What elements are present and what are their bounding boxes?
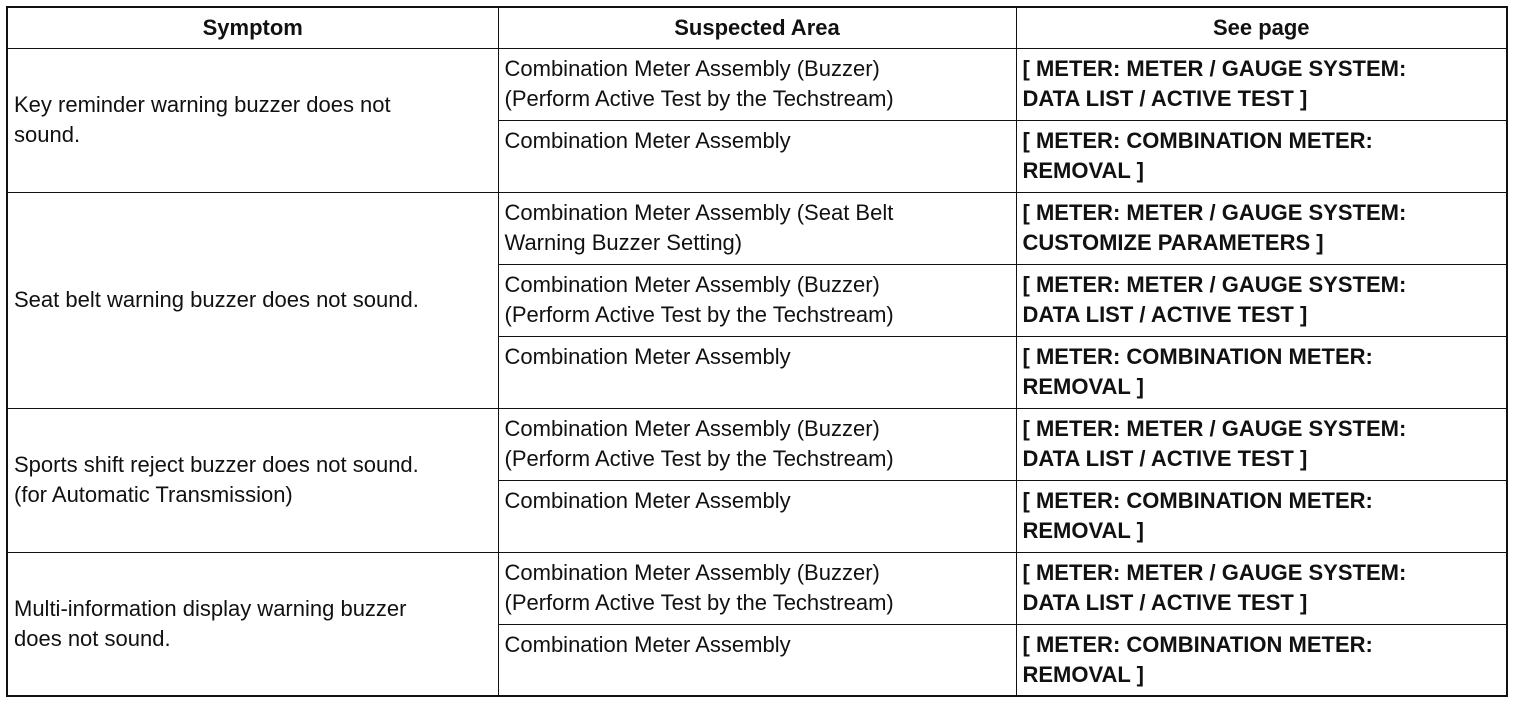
suspected-area-cell [498,408,1016,480]
header-see-page: See page [1016,7,1507,48]
table-row [7,552,1507,624]
see-page-cell [1016,336,1507,408]
area-line: Combination Meter Assembly [504,127,791,153]
page-reference-line: [ METER: COMBINATION METER: [1022,487,1373,513]
suspected-area-cell [498,264,1016,336]
table-row [7,192,1507,264]
symptom-line: does not sound. [14,625,171,651]
table-row [7,408,1507,480]
page-reference-line: [ METER: METER / GAUGE SYSTEM: [1022,271,1407,297]
page-reference-line: [ METER: METER / GAUGE SYSTEM: [1022,415,1407,441]
area-line: Combination Meter Assembly (Buzzer) [504,271,880,297]
see-page-cell [1016,120,1507,192]
area-line: Combination Meter Assembly (Seat Belt [504,199,894,225]
see-page-cell [1016,192,1507,264]
page-reference-line: [ METER: METER / GAUGE SYSTEM: [1022,559,1407,585]
problem-symptoms-table [6,6,1508,697]
page-reference-line: [ METER: METER / GAUGE SYSTEM: [1022,55,1407,81]
suspected-area-cell [498,624,1016,696]
symptom-cell [7,192,498,408]
symptom-line: Multi-information display warning buzzer [14,595,407,621]
page-reference-line: DATA LIST / ACTIVE TEST ] [1022,301,1308,327]
page-reference-line: DATA LIST / ACTIVE TEST ] [1022,85,1308,111]
area-line: Combination Meter Assembly (Buzzer) [504,55,880,81]
page-reference-line: REMOVAL ] [1022,661,1144,687]
area-line: (Perform Active Test by the Techstream) [504,589,894,615]
area-line: Warning Buzzer Setting) [504,229,743,255]
page-reference-line: [ METER: COMBINATION METER: [1022,631,1373,657]
table-row [7,48,1507,120]
symptom-cell [7,48,498,192]
see-page-cell [1016,624,1507,696]
see-page-cell [1016,552,1507,624]
area-line: Combination Meter Assembly [504,631,791,657]
symptom-line: Key reminder warning buzzer does not [14,92,391,117]
suspected-area-cell [498,480,1016,552]
page-reference-line: [ METER: COMBINATION METER: [1022,343,1373,369]
area-line: (Perform Active Test by the Techstream) [504,301,894,327]
area-line: Combination Meter Assembly (Buzzer) [504,415,880,441]
area-line: Combination Meter Assembly [504,343,791,369]
area-line: (Perform Active Test by the Techstream) [504,445,894,471]
header-suspected-area: Suspected Area [498,7,1016,48]
symptom-line: sound. [14,122,81,147]
suspected-area-cell [498,336,1016,408]
symptom-line: (for Automatic Transmission) [14,482,293,507]
symptom-line: Seat belt warning buzzer does not sound. [14,287,419,312]
page-reference-line: REMOVAL ] [1022,517,1144,543]
suspected-area-cell [498,120,1016,192]
page-reference-line: CUSTOMIZE PARAMETERS ] [1022,229,1324,255]
symptom-cell [7,552,498,696]
area-line: Combination Meter Assembly (Buzzer) [504,559,880,585]
page-reference-line: REMOVAL ] [1022,373,1144,399]
suspected-area-cell [498,192,1016,264]
area-line: (Perform Active Test by the Techstream) [504,85,894,111]
page-reference-line: DATA LIST / ACTIVE TEST ] [1022,589,1308,615]
header-row [7,7,1507,48]
symptom-line: Sports shift reject buzzer does not sound. [14,452,419,477]
page-reference-line: [ METER: COMBINATION METER: [1022,127,1373,153]
page-reference-line: [ METER: METER / GAUGE SYSTEM: [1022,199,1407,225]
area-line: Combination Meter Assembly [504,487,791,513]
see-page-cell [1016,264,1507,336]
page-reference-line: REMOVAL ] [1022,157,1144,183]
page-reference-line: DATA LIST / ACTIVE TEST ] [1022,445,1308,471]
suspected-area-cell [498,48,1016,120]
see-page-cell [1016,408,1507,480]
header-symptom: Symptom [7,7,498,48]
see-page-cell [1016,480,1507,552]
see-page-cell [1016,48,1507,120]
suspected-area-cell [498,552,1016,624]
symptom-cell [7,408,498,552]
